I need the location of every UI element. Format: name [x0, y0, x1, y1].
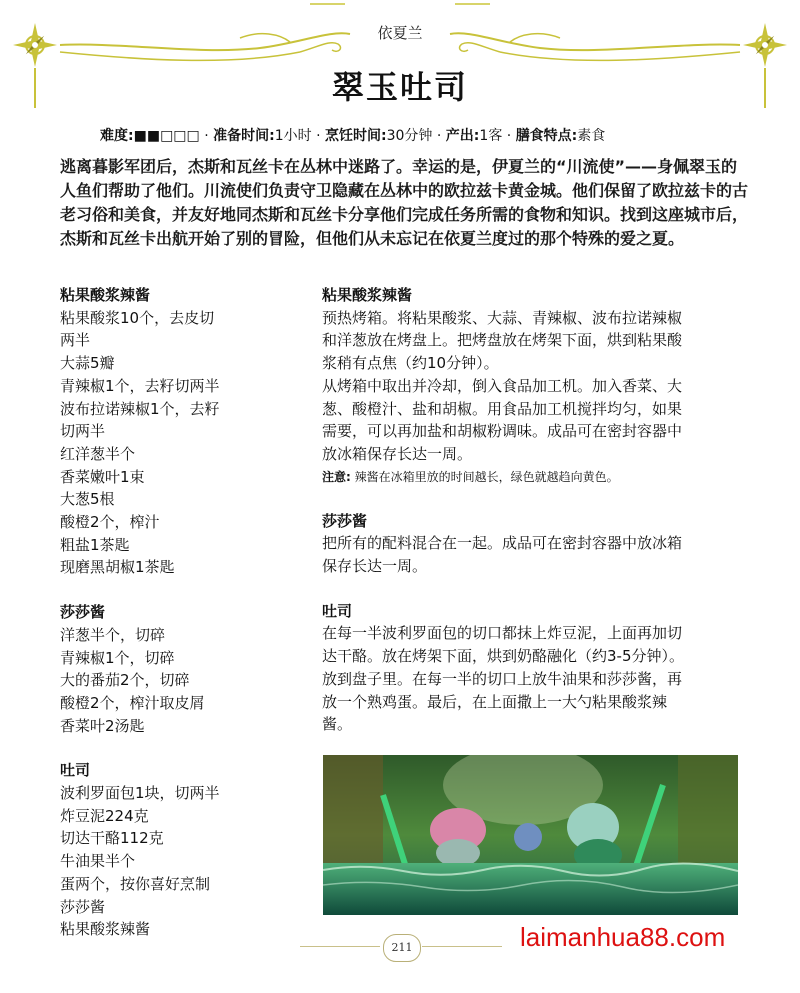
instructions-heading-salsa-verde: 粘果酸浆辣酱 [322, 286, 413, 304]
list-line: 大葱5根 [60, 490, 115, 509]
list-line: 炸豆泥224克 [60, 806, 149, 825]
instruction-lines [322, 532, 732, 577]
cook-time-label: 烹饪时间: [325, 128, 387, 144]
list-line: 波利罗面包1块，切两半 [60, 784, 220, 803]
list-line: 保存长达一周。 [322, 557, 428, 576]
merfolk-illustration [323, 755, 738, 915]
list-line: 和洋葱放在烤盘上。把烤盘放在烤架下面，烘到粘果酸 [322, 331, 683, 350]
difficulty-value: ■■□□□ [133, 128, 200, 144]
diet-value: 素食 [577, 128, 606, 144]
list-line: 葱、酸橙汁、盐和胡椒。用食品加工机搅拌均匀，如果 [322, 399, 683, 418]
list-line: 预热烤箱。将粘果酸浆、大蒜、青辣椒、波布拉诺辣椒 [322, 308, 683, 327]
list-line: 把所有的配料混合在一起。成品可在密封容器中放冰箱 [322, 534, 683, 553]
meta-separator: · [502, 128, 516, 144]
page-rule-left [300, 946, 380, 947]
list-line: 粗盐1茶匙 [60, 535, 130, 554]
prep-time-value: 1小时 [274, 128, 312, 144]
list-line: 大的番茄2个，切碎 [60, 671, 190, 690]
list-line: 大蒜5瓣 [60, 354, 115, 373]
ingredients-heading-toast: 吐司 [60, 761, 91, 780]
instructions-column [322, 284, 732, 736]
recipe-meta [100, 125, 605, 145]
site-watermark: laimanhua88.com [520, 922, 726, 952]
list-line: 两半 [60, 331, 91, 350]
ingredients-column [60, 284, 280, 941]
prep-time-label: 准备时间: [213, 128, 275, 144]
instruction-lines [322, 622, 732, 736]
instructions-heading-toast: 吐司 [322, 601, 353, 620]
note-text: 辣酱在冰箱里放的时间越长，绿色就越趋向黄色。 [350, 469, 619, 484]
recipe-note [322, 466, 732, 488]
note-label: 注意: [322, 469, 351, 484]
list-line: 青辣椒1个，切碎 [60, 648, 175, 667]
list-line: 牛油果半个 [60, 852, 136, 871]
list-line: 蛋两个，按你喜好烹制 [60, 874, 211, 893]
instruction-lines [322, 307, 732, 466]
list-line: 青辣椒1个，去籽切两半 [60, 376, 220, 395]
list-line: 放到盘子里。在每一半的切口上放牛油果和莎莎酱，再 [322, 669, 683, 688]
list-line: 达干酪。放在烤架下面，烘到奶酪融化（约3-5分钟）。 [322, 647, 685, 666]
meta-separator: · [311, 128, 325, 144]
page-rule-right [422, 946, 502, 947]
list-line: 酱。 [322, 715, 353, 734]
ingredient-list [60, 782, 280, 941]
list-line: 酸橙2个，榨汁 [60, 513, 160, 532]
list-line: 洋葱半个，切碎 [60, 625, 166, 644]
list-line: 需要，可以再加盐和胡椒粉调味。成品可在密封容器中 [322, 422, 683, 441]
list-line: 切两半 [60, 422, 106, 441]
list-line: 粘果酸浆辣酱 [60, 920, 151, 939]
list-line: 粘果酸浆10个，去皮切 [60, 308, 215, 327]
cook-time-value: 30分钟 [386, 128, 433, 144]
yield-label: 产出: [445, 128, 480, 144]
list-line: 放一个熟鸡蛋。最后，在上面撒上一大勺粘果酸浆辣 [322, 692, 668, 711]
chapter-name: 依夏兰 [377, 24, 423, 42]
list-line: 在每一半波利罗面包的切口都抹上炸豆泥，上面再加切 [322, 624, 683, 643]
diet-label: 膳食特点: [515, 128, 578, 144]
instructions-heading-salsa: 莎莎酱 [322, 511, 368, 530]
difficulty-label: 难度: [100, 128, 134, 144]
ingredient-list [60, 624, 280, 738]
list-line: 酸橙2个，榨汁取皮屑 [60, 693, 205, 712]
list-line: 波布拉诺辣椒1个，去籽 [60, 399, 220, 418]
recipe-title: 翠玉吐司 [331, 68, 468, 106]
list-line: 浆稍有点焦（约10分钟）。 [322, 354, 499, 373]
list-line: 放冰箱保存长达一周。 [322, 444, 473, 463]
page-number: 211 [383, 934, 421, 962]
ingredients-heading-salsa: 莎莎酱 [60, 603, 106, 622]
list-line: 现磨黑胡椒1茶匙 [60, 558, 175, 577]
list-line: 从烤箱中取出并冷却，倒入食品加工机。加入香菜、大 [322, 376, 683, 395]
list-line: 香菜叶2汤匙 [60, 716, 145, 735]
meta-separator: · [432, 128, 446, 144]
ingredient-list [60, 307, 280, 579]
intro-paragraph: 逃离暮影军团后，杰斯和瓦丝卡在丛林中迷路了。幸运的是，伊夏兰的“川流使”——身佩翠玉的人鱼们帮助了他们。川流使们负责守卫隐藏在丛林中的欧拉兹卡黄金城。他们保留了欧拉兹卡的古老习俗和美食，并友好地同杰斯和瓦丝卡分享他们完成任务所需的食物和知识。找到这座城市后，杰斯和瓦丝卡出航开始了别的冒险，但他们从未忘记在依夏兰度过的那个特殊的爱之夏。 [60, 157, 749, 248]
meta-separator: · [199, 128, 214, 144]
list-line: 红洋葱半个 [60, 444, 136, 463]
list-line: 莎莎酱 [60, 897, 106, 916]
list-line: 切达干酪112克 [60, 829, 164, 848]
ingredients-heading-salsa-verde: 粘果酸浆辣酱 [60, 286, 151, 304]
list-line: 香菜嫩叶1束 [60, 467, 145, 486]
yield-value: 1客 [479, 128, 503, 144]
